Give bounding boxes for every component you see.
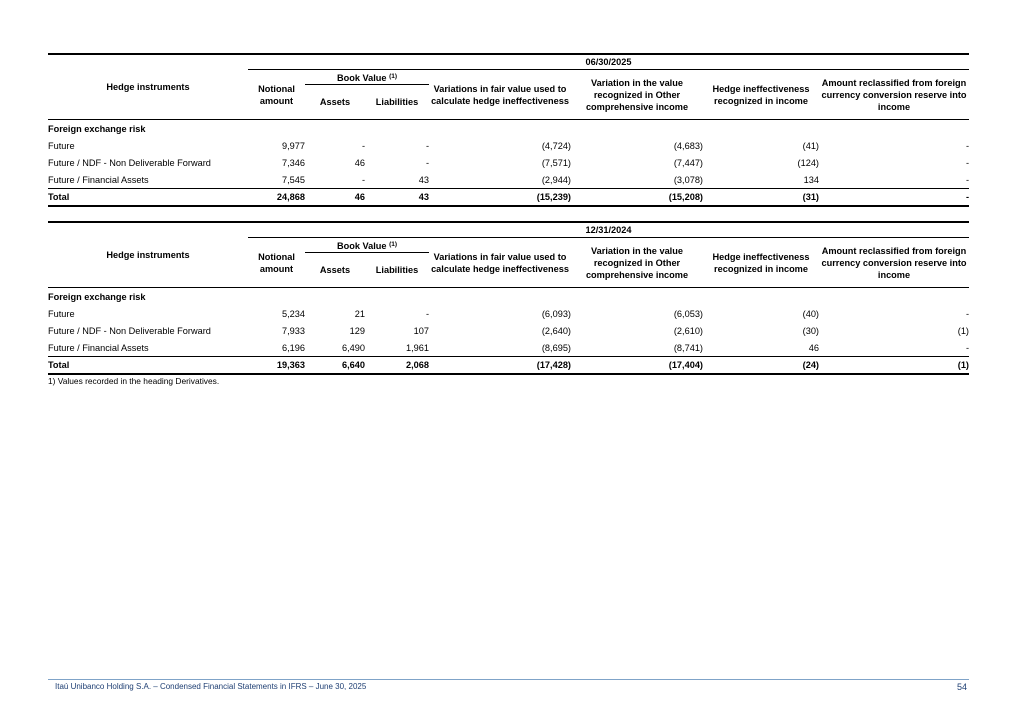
cell-notional: 7,545	[282, 174, 305, 185]
cell-ineffectiveness: 134	[803, 174, 819, 185]
cell-ineffectiveness: (24)	[703, 357, 819, 375]
row-label: Future / NDF - Non Deliverable Forward	[48, 157, 211, 168]
cell-ineffectiveness: 46	[808, 342, 819, 353]
total-row	[48, 189, 969, 207]
cell-ineffectiveness: (30)	[802, 325, 819, 336]
cell-fair-value: (2,640)	[541, 325, 571, 336]
cell-liabilities: -	[425, 157, 429, 168]
cell-liabilities: 43	[365, 189, 429, 207]
cell-assets: 129	[349, 325, 365, 336]
cell-fair-value: (15,239)	[429, 189, 571, 207]
section-title: Foreign exchange risk	[48, 291, 146, 302]
cell-notional: 5,234	[282, 308, 305, 319]
col-header-reclassified: Amount reclassified from foreign currency conversion reserve into income	[819, 70, 969, 120]
row-label: Future / Financial Assets	[48, 342, 149, 353]
cell-liabilities: 2,068	[365, 357, 429, 375]
cell-reclassified: -	[819, 189, 969, 207]
table-row	[48, 154, 969, 171]
cell-reclassified: (1)	[819, 357, 969, 375]
cell-reclassified: -	[965, 308, 969, 319]
hedge-table-2024	[48, 221, 969, 375]
cell-liabilities: 43	[418, 174, 429, 185]
footnote-marker: (1)	[389, 72, 398, 80]
cell-assets: 21	[354, 308, 365, 319]
period-date: 06/30/2025	[248, 55, 969, 70]
period-date: 12/31/2024	[248, 223, 969, 238]
col-header-fair-value: Variations in fair value used to calculate hedge ineffectiveness	[429, 238, 571, 288]
col-header-hedge-instruments: Hedge instruments	[48, 223, 248, 288]
total-label: Total	[48, 357, 248, 375]
cell-liabilities: 107	[413, 325, 429, 336]
cell-oci: (4,683)	[673, 140, 703, 151]
section-title: Foreign exchange risk	[48, 123, 146, 134]
cell-oci: (7,447)	[673, 157, 703, 168]
cell-assets: 46	[305, 189, 365, 207]
col-header-notional: Notional amount	[248, 238, 305, 288]
total-row	[48, 357, 969, 375]
col-header-book-value: Book Value $^{(1)}$	[305, 238, 429, 253]
table-row	[48, 171, 969, 189]
cell-ineffectiveness: (124)	[797, 157, 819, 168]
col-header-assets: Assets	[305, 85, 365, 120]
row-label: Future / NDF - Non Deliverable Forward	[48, 325, 211, 336]
col-header-hedge-instruments: Hedge instruments	[48, 55, 248, 120]
cell-notional: 24,868	[248, 189, 305, 207]
cell-fair-value: (17,428)	[429, 357, 571, 375]
cell-fair-value: (8,695)	[541, 342, 571, 353]
table-row	[48, 137, 969, 154]
total-label: Total	[48, 189, 248, 207]
table-row	[48, 322, 969, 339]
cell-oci: (2,610)	[673, 325, 703, 336]
cell-liabilities: -	[425, 140, 429, 151]
cell-liabilities: 1,961	[406, 342, 429, 353]
table-row	[48, 305, 969, 322]
col-header-notional: Notional amount	[248, 70, 305, 120]
col-header-liabilities: Liabilities	[365, 253, 429, 288]
table-row	[48, 339, 969, 357]
cell-reclassified: -	[965, 174, 969, 185]
hedge-table-2025	[48, 53, 969, 207]
cell-oci: (6,053)	[673, 308, 703, 319]
row-label: Future / Financial Assets	[48, 174, 149, 185]
row-label: Future	[48, 308, 75, 319]
col-header-ineffectiveness: Hedge ineffectiveness recognized in income	[703, 70, 819, 120]
cell-assets: 6,490	[342, 342, 365, 353]
cell-assets: -	[361, 174, 365, 185]
cell-oci: (17,404)	[571, 357, 703, 375]
cell-notional: 9,977	[282, 140, 305, 151]
cell-reclassified: -	[965, 140, 969, 151]
cell-reclassified: (1)	[957, 325, 969, 336]
cell-ineffectiveness: (31)	[703, 189, 819, 207]
col-header-assets: Assets	[305, 253, 365, 288]
cell-notional: 7,933	[282, 325, 305, 336]
cell-oci: (15,208)	[571, 189, 703, 207]
cell-ineffectiveness: (41)	[802, 140, 819, 151]
cell-fair-value: (4,724)	[541, 140, 571, 151]
cell-reclassified: -	[965, 342, 969, 353]
cell-fair-value: (2,944)	[541, 174, 571, 185]
col-header-book-value: Book Value $^{(1)}$	[305, 70, 429, 85]
cell-notional: 6,196	[282, 342, 305, 353]
col-header-oci: Variation in the value recognized in Other comprehensive income	[571, 70, 703, 120]
col-header-reclassified: Amount reclassified from foreign currency conversion reserve into income	[819, 238, 969, 288]
cell-notional: 19,363	[248, 357, 305, 375]
cell-liabilities: -	[425, 308, 429, 319]
cell-fair-value: (7,571)	[541, 157, 571, 168]
footnote: 1) Values recorded in the heading Derivatives.	[48, 376, 220, 386]
col-header-fair-value: Variations in fair value used to calculate hedge ineffectiveness	[429, 70, 571, 120]
cell-reclassified: -	[965, 157, 969, 168]
cell-oci: (8,741)	[673, 342, 703, 353]
footer-document-title: Itaú Unibanco Holding S.A. – Condensed Financial Statements in IFRS – June 30, 2025	[55, 682, 367, 691]
footer-divider	[48, 679, 969, 680]
cell-ineffectiveness: (40)	[802, 308, 819, 319]
footnote-marker: (1)	[389, 240, 398, 248]
cell-notional: 7,346	[282, 157, 305, 168]
col-header-ineffectiveness: Hedge ineffectiveness recognized in income	[703, 238, 819, 288]
col-header-oci: Variation in the value recognized in Other comprehensive income	[571, 238, 703, 288]
cell-fair-value: (6,093)	[541, 308, 571, 319]
cell-assets: -	[361, 140, 365, 151]
cell-assets: 46	[354, 157, 365, 168]
cell-oci: (3,078)	[673, 174, 703, 185]
col-header-liabilities: Liabilities	[365, 85, 429, 120]
page-number: 54	[956, 682, 967, 692]
row-label: Future	[48, 140, 75, 151]
cell-assets: 6,640	[305, 357, 365, 375]
